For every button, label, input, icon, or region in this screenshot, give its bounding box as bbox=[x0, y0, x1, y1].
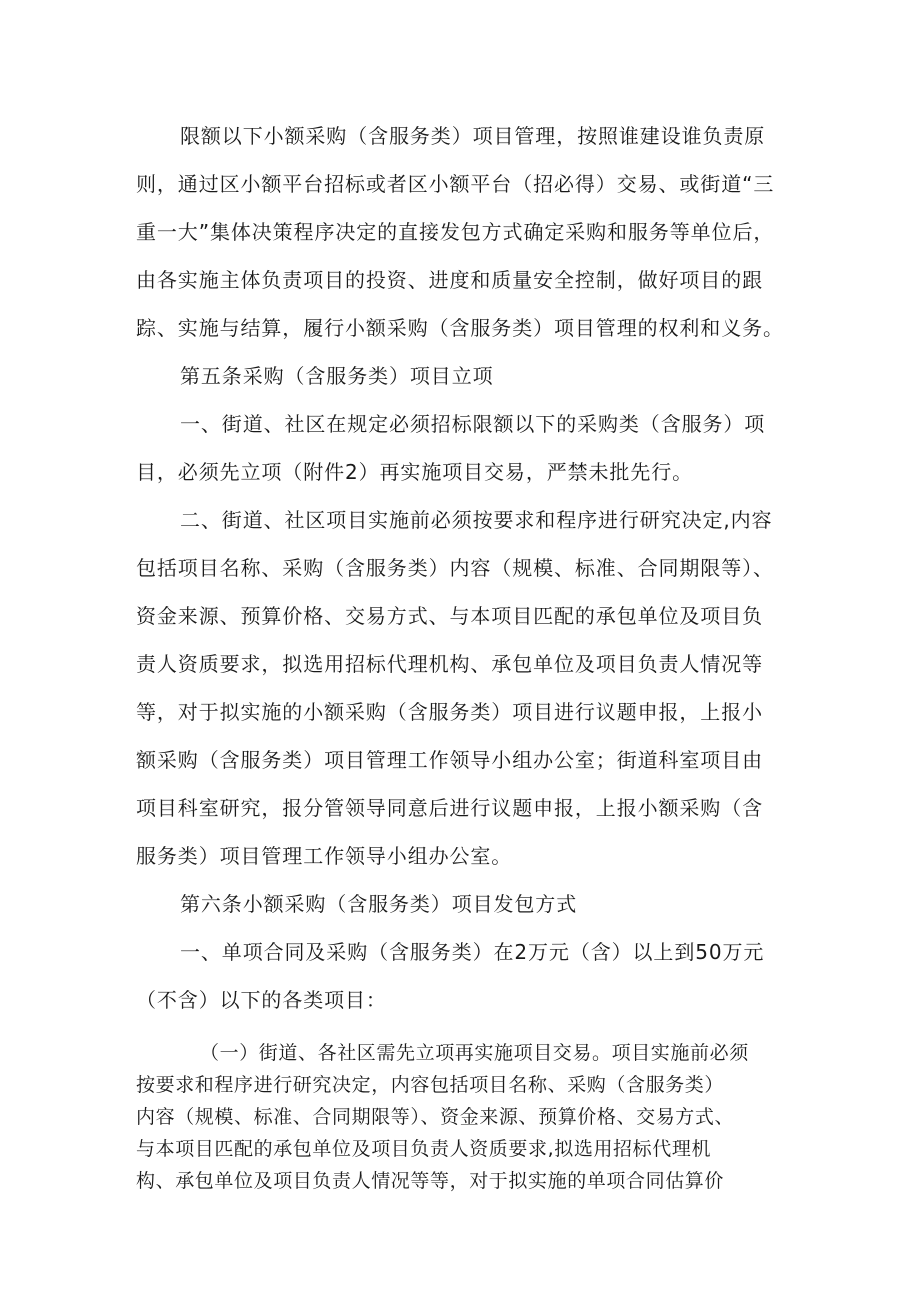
paragraph-line: 责人资质要求，拟选用招标代理机构、承包单位及项目负责人情况等 bbox=[136, 652, 763, 676]
paragraph-line: 由各实施主体负责项目的投资、进度和质量安全控制，做好项目的跟 bbox=[136, 268, 763, 292]
paragraph-line: 限额以下小额采购（含服务类）项目管理，按照谁建设谁负责原 bbox=[180, 124, 766, 148]
paragraph-line: 资金来源、预算价格、交易方式、与本项目匹配的承包单位及项目负 bbox=[136, 604, 763, 628]
paragraph-line: 额采购（含服务类）项目管理工作领导小组办公室；街道科室项目由 bbox=[136, 748, 763, 772]
paragraph-line: 等，对于拟实施的小额采购（含服务类）项目进行议题申报，上报小 bbox=[136, 700, 763, 724]
paragraph-line: 一、单项合同及采购（含服务类）在2万元（含）以上到50万元 bbox=[180, 940, 765, 964]
paragraph-line: 踪、实施与结算，履行小额采购（含服务类）项目管理的权利和义务。 bbox=[136, 316, 784, 340]
paragraph-line: 重一大”集体决策程序决定的直接发包方式确定采购和服务等单位后， bbox=[136, 220, 775, 244]
paragraph-line: 包括项目名称、采购（含服务类）内容（规模、标准、合同期限等）、 bbox=[136, 556, 774, 580]
paragraph-line: 按要求和程序进行研究决定，内容包括项目名称、采购（含服务类） bbox=[136, 1074, 725, 1096]
paragraph-line: 一、街道、社区在规定必须招标限额以下的采购类（含服务）项 bbox=[180, 412, 766, 436]
paragraph-line: （一）街道、各社区需先立项再实施项目交易。项目实施前必须 bbox=[200, 1042, 749, 1064]
paragraph-line: （不含）以下的各类项目： bbox=[136, 988, 387, 1012]
paragraph-line: 内容（规模、标准、合同期限等）、资金来源、预算价格、交易方式、 bbox=[136, 1106, 735, 1128]
paragraph-line: 则，通过区小额平台招标或者区小额平台（招必得）交易、或街道“三 bbox=[136, 172, 775, 196]
paragraph-line: 目，必须先立项（附件2）再实施项目交易，严禁未批先行。 bbox=[136, 460, 694, 484]
section-heading: 第五条采购（含服务类）项目立项 bbox=[180, 364, 494, 388]
paragraph-line: 项目科室研究，报分管领导同意后进行议题申报，上报小额采购（含 bbox=[136, 796, 763, 820]
paragraph-line: 构、承包单位及项目负责人情况等等，对于拟实施的单项合同估算价 bbox=[136, 1170, 725, 1192]
paragraph-line: 二、街道、社区项目实施前必须按要求和程序进行研究决定,内容 bbox=[180, 508, 773, 532]
section-heading: 第六条小额采购（含服务类）项目发包方式 bbox=[180, 892, 578, 916]
paragraph-line: 与本项目匹配的承包单位及项目负责人资质要求,拟选用招标代理机 bbox=[136, 1138, 712, 1160]
paragraph-line: 服务类）项目管理工作领导小组办公室。 bbox=[136, 844, 513, 868]
